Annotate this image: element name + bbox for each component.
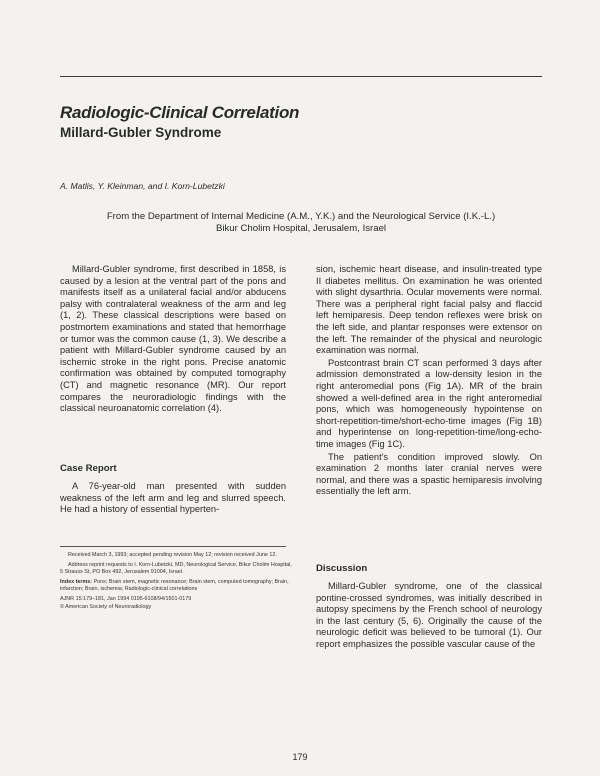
page-number: 179 bbox=[292, 752, 308, 762]
affiliation bbox=[60, 211, 542, 235]
header-rule bbox=[60, 76, 542, 77]
imaging-paragraph: Postcontrast brain CT scan performed 3 days after admission demonstrated a low-density lesion in the right anteromedial pons (Fig 1A). MR of the brain showed a well-defined area in the right anteromedial pons, which was homogeneously hypointense on short-repetition-time/short-echo-time images (Fig 1B) and hyperintense on long-repetition-time/long-echo-time images (Fig 1C). bbox=[316, 357, 542, 449]
affiliation-line-2: Bikur Cholim Hospital, Jerusalem, Israel bbox=[215, 223, 387, 234]
copyright-note: © American Society of Neuroradiology bbox=[60, 603, 152, 610]
discussion-paragraph: Millard-Gubler syndrome, one of the classical pontine-crossed syndromes, was initially described in autopsy specimens by the French school of neurology in the last century (5, 6). Originally the cause of the neurologic deficit was believed to be tumoral (1). Our report emphasizes the possible vascular cause of the bbox=[316, 581, 542, 649]
article-category-title: Radiologic-Clinical Correlation bbox=[60, 103, 300, 122]
followup-paragraph: The patient's condition improved slowly. On examination 2 months later cranial nerves were normal, and there was a spastic hemiparesis involving essentially the left arm. bbox=[316, 451, 542, 497]
article-title: Millard-Gubler Syndrome bbox=[60, 125, 222, 140]
right-column bbox=[316, 264, 542, 498]
case-report-paragraph: A 76-year-old man presented with sudden weakness of the left arm and leg and slurred speech. He had a history of essential hyperten- bbox=[60, 481, 286, 515]
author-list: A. Matlis, Y. Kleinman, and I. Korn-Lubetzki bbox=[60, 181, 225, 191]
intro-paragraph: Millard-Gubler syndrome, first described in 1858, is caused by a lesion at the ventral part of the pons and manifests itself as a unilateral facial and/or abducens palsy with contralateral weakness of the arm and leg (1, 2). These classical descriptions were based on postmortem examinations and stated that hemorrhage or tumor was the common cause (1, 3). We describe a patient with Millard-Gubler syndrome caused by an ischemic stroke in the right pons. Precise anatomic confirmation was obtained by computed tomography (CT) and magnetic resonance (MR). Our report compares the neuroradiologic findings with the classical neuroanatomic correlation (4). bbox=[60, 264, 286, 414]
footnotes bbox=[60, 552, 292, 613]
discussion-paragraph-container bbox=[316, 581, 542, 651]
case-report-continued: sion, ischemic heart disease, and insulin-treated type II diabetes mellitus. On examination he was oriented with slight dysarthria. Ocular movements were normal. There was a peripheral right facial palsy and flaccid left hemiparesis. Deep tendon reflexes were brisk on the left side, and plantar responses were extensor on the left. The remainder of the physical and neurologic examination was normal. bbox=[316, 264, 542, 356]
citation-note: AJNR 15:179–181, Jan 1994 0195-6108/94/1501-0179 bbox=[60, 595, 192, 602]
footnote-rule bbox=[60, 546, 286, 547]
case-report-heading: Case Report bbox=[60, 463, 117, 474]
index-terms: Pons; Brain stem, magnetic resonance; Brain stem, computed tomography; Brain, infarction; Brain, ischemia; Radiologic-clinical correlations bbox=[60, 578, 289, 593]
address-note: Address reprint requests to I. Korn-Lubetzki, MD, Neurological Service, Bikur Cholim Hospital, 5 Strauss St, PO Box 492, Jerusalem 91004, Israel. bbox=[60, 561, 292, 576]
left-column bbox=[60, 264, 286, 415]
case-report-paragraph-container bbox=[60, 481, 286, 516]
discussion-heading: Discussion bbox=[316, 563, 368, 574]
received-note: Received March 3, 1993; accepted pending revision May 12; revision received June 12. bbox=[68, 552, 277, 558]
affiliation-line-1: From the Department of Internal Medicine (A.M., Y.K.) and the Neurological Service (I.K.-L.) bbox=[106, 211, 496, 222]
index-terms-label: Index terms: bbox=[60, 578, 93, 585]
